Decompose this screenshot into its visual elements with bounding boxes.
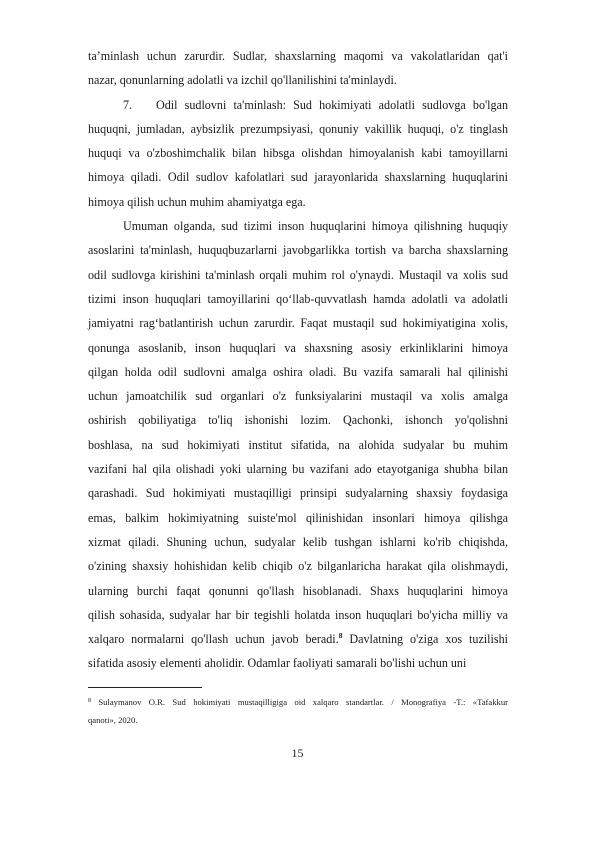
text-line: ularning burchi faqat qonunni qo'llash hisoblanadi. Shaxs huquqlarini himoya xyxy=(88,583,508,598)
text-line: vazifani hal qila olishadi yoki ularning bu vazifani ado etayotganiga shubha bilan xyxy=(88,462,508,477)
text-line: emas, balkim hokimiyatning suiste'mol qilinishidan insonlari himoya qilishga xyxy=(88,510,508,525)
text-line: sifatida asosiy elementi aholidir. Odamlar faoliyati samarali bo'lishi uchun uni xyxy=(88,656,467,671)
paragraph xyxy=(88,214,508,676)
footnote-reference[interactable]: 8 xyxy=(338,631,343,641)
text-line: odil sudlovga kirishini ta'minlash orqali muhim rol o'ynaydi. Mustaqil va xolis sud xyxy=(88,267,508,282)
text-line: 7. Odil sudlovni ta'minlash: Sud hokimiyati adolatli sudlovga bo'lgan xyxy=(88,93,508,117)
text-line: nazar, qonunlarning adolatli va izchil qo'llanilishini ta'minlaydi. xyxy=(88,73,397,88)
text-line: boshlasa, na sud hokimiyati institut sifatida, na alohida sudyalar bu muhim xyxy=(88,437,508,452)
text-line: ta’minlash uchun zarurdir. Sudlar, shaxslarning maqomi va vakolatlaridan qat'i xyxy=(88,49,508,63)
text-line: tizimi inson huquqlari tamoyillarini qo‘llab-quvvatlash hamda adolatli va adolatli xyxy=(88,291,508,306)
footnote-marker: 8 xyxy=(88,698,91,704)
text-line: uchun jamoatchilik sud organlari o'z funksiyalarini mustaqil va xolis amalga xyxy=(88,389,508,404)
text-line: qilgan holda odil sudlovni amalga oshira oladi. Bu vazifa samarali hal qilinishi xyxy=(88,364,508,379)
page-number: 15 xyxy=(291,746,304,760)
text-line: xalqaro normalarni qo'llash uchun javob beradi.$^8$ Davlatning o'ziga xos tuzilishi xyxy=(88,631,509,647)
text-line: oshirish qobiliyatiga to'liq ishonishi lozim. Qachonki, ishonch yo'qolishni xyxy=(88,413,508,428)
text-line: qilish sohasida, sudyalar har bir tegishli holatda inson huquqlari bo'yicha milliy va xyxy=(88,607,508,622)
text-line: xizmat qiladi. Shuning uchun, sudyalar kelib tushgan ishlarni ko'rib chiqishda, xyxy=(88,534,508,549)
footnote-separator xyxy=(88,687,202,688)
footnote-line: $^8$ Sulaymanov O.R. Sud hokimiyati mustaqilligiga oid xalqaro standartlar. / Monografiya -T.: «Tafakkur xyxy=(88,697,508,707)
text-line: himoya qiladi. Odil sudlov kafolatlari sud jarayonlarida shaxslarning huquqlarini xyxy=(88,170,508,185)
footnote xyxy=(88,694,508,729)
text-line: huquqni, jumladan, aybsizlik prezumpsiyasi, qonuniy vakillik huquqi, o'z tinglash xyxy=(88,121,508,136)
body-text xyxy=(88,44,508,676)
paragraph xyxy=(88,93,508,214)
text-line: qonunga asoslanib, inson huquqlari va shaxsning asosiy erkinliklarini himoya xyxy=(88,340,508,355)
list-item-number: 7. xyxy=(123,97,133,112)
text-line: huquqi va o'zboshimchalik bilan hibsga olishdan himoyalanish kabi tamoyillarni xyxy=(88,146,508,161)
text-line: Umuman olganda, sud tizimi inson huquqlarini himoya qilishning huquqiy xyxy=(123,219,508,234)
text-line: asoslarini ta'minlash, huquqbuzarlarni javobgarlikka tortish va barcha shaxslarning xyxy=(88,243,508,258)
text-line: himoya qilish uchun muhim ahamiyatga ega. xyxy=(88,194,306,209)
footnote-line: qanoti», 2020. xyxy=(88,714,138,725)
text-line: jamiyatni rag‘batlantirish uchun zarurdir. Faqat mustaqil sud hokimiyatigina xolis, xyxy=(88,316,508,331)
text-line: qarashadi. Sud hokimiyati mustaqilligi prinsipi sudyalarning shaxsiy foydasiga xyxy=(88,486,508,501)
paragraph xyxy=(88,44,508,93)
text-line: o'zining shaxsiy hohishidan kelib chiqib o'z bilganlaricha harakat qila olishmaydi, xyxy=(88,559,508,574)
